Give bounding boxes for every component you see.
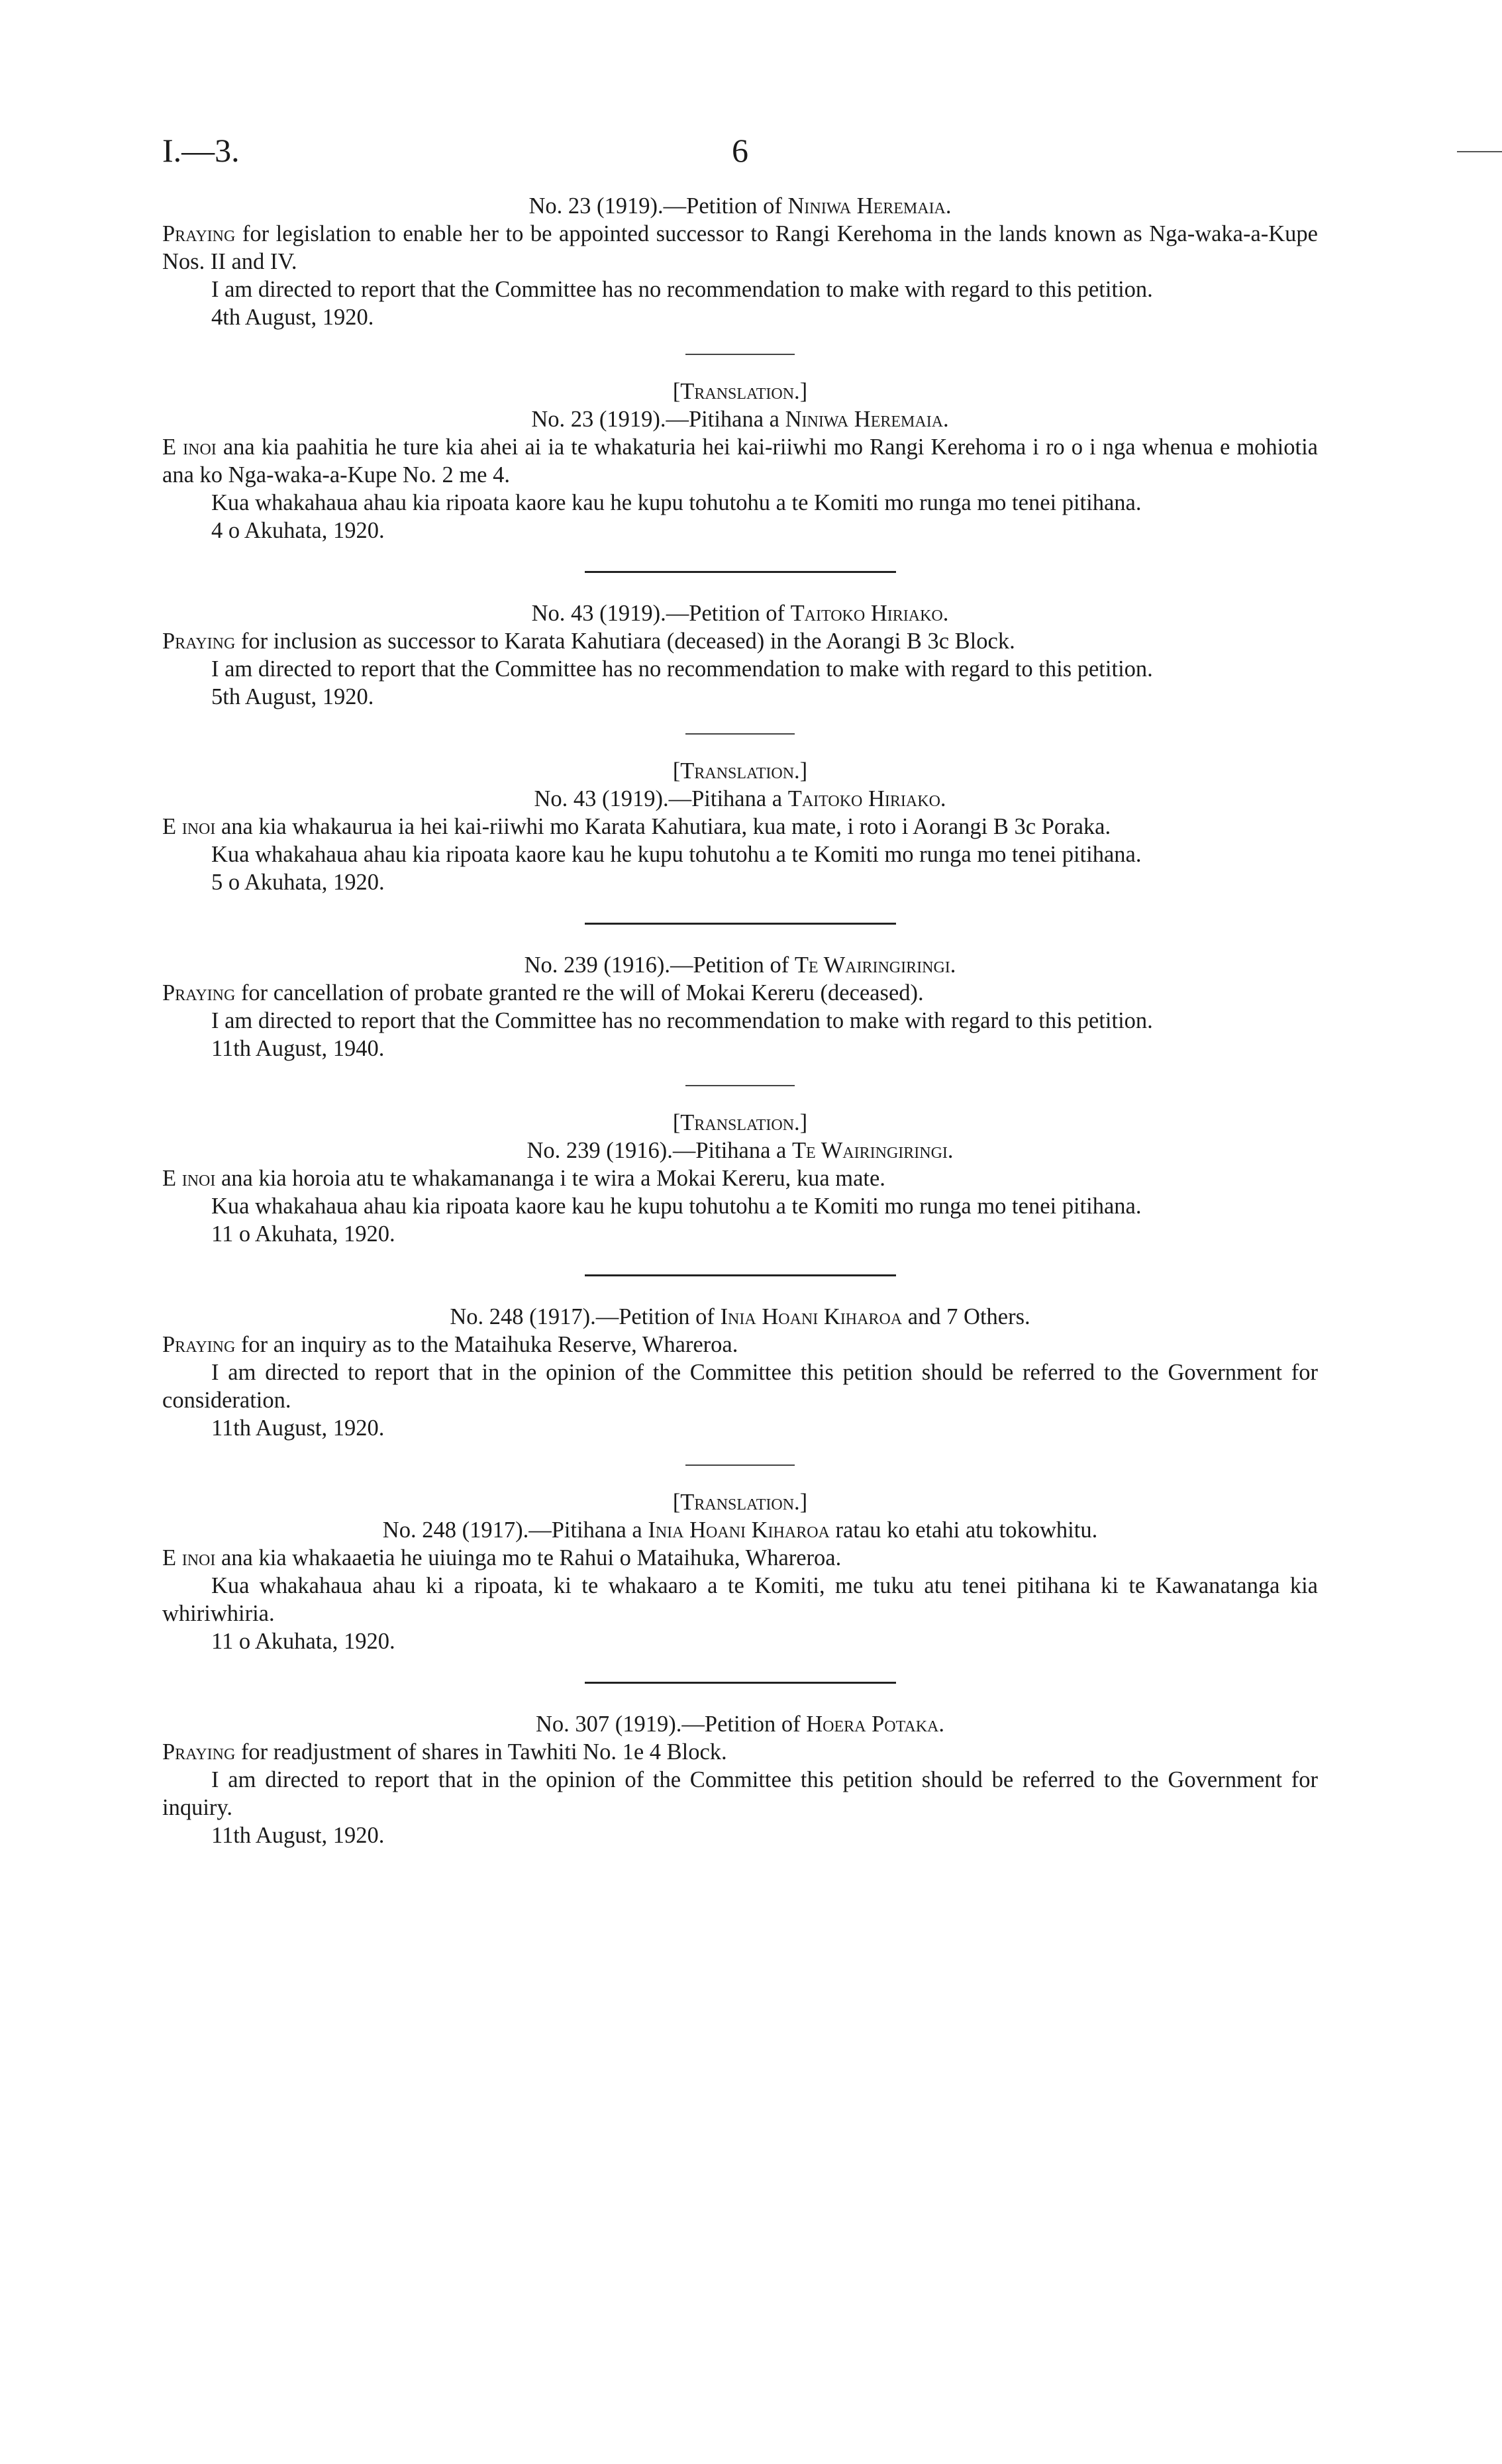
petitioner-name: Taitoko Hiriako <box>787 786 940 811</box>
heading-prefix: No. 23 (1919).—Petition of <box>528 193 788 219</box>
translation-report: Kua whakahaua ahau kia ripoata kaore kau he kupu tohutohu a te Komiti mo runga mo tenei pitihana. <box>211 1194 1142 1219</box>
short-separator <box>685 733 795 735</box>
report-date: 5th August, 1920. <box>211 684 374 709</box>
petition-heading <box>162 599 1318 627</box>
praying-paragraph <box>162 979 1318 1007</box>
praying-text: for legislation to enable her to be appointed successor to Rangi Kerehoma in the lands known as Nga-waka-a-Kupe Nos. II and IV. <box>162 221 1318 274</box>
praying-lead: Praying <box>162 629 236 654</box>
heading-suffix: . <box>942 601 949 626</box>
inoi-paragraph <box>162 813 1318 841</box>
translation-heading <box>162 405 1318 433</box>
translation-report: Kua whakahaua ahau kia ripoata kaore kau he kupu tohutohu a te Komiti mo runga mo tenei pitihana. <box>211 842 1142 867</box>
translation-date: 11 o Akuhata, 1920. <box>211 1629 395 1654</box>
report-date: 4th August, 1920. <box>211 305 374 330</box>
inoi-lead: E inoi <box>162 1545 216 1570</box>
translation-report: Kua whakahaua ahau kia ripoata kaore kau he kupu tohutohu a te Komiti mo runga mo tenei pitihana. <box>211 490 1142 515</box>
heading-prefix: No. 239 (1916).—Pitihana a <box>526 1138 792 1163</box>
petition-heading <box>162 192 1318 220</box>
inoi-text: ana kia paahitia he ture kia ahei ai ia te whakaturia hei kai-riiwhi mo Rangi Kerehoma i ro o i nga whenua e mohiotia ana ko Nga-waka-a-Kupe No. 2 me 4. <box>162 435 1318 488</box>
page-number: 6 <box>732 132 748 169</box>
translation-label: [Translation.] <box>672 758 808 784</box>
heading-prefix: No. 239 (1916).—Petition of <box>524 952 795 978</box>
petitioner-name: Hoera Potaka <box>806 1712 939 1737</box>
heading-suffix: . <box>947 1138 954 1163</box>
heading-prefix: No. 43 (1919).—Pitihana a <box>534 786 788 811</box>
praying-paragraph <box>162 627 1318 655</box>
section-separator <box>585 923 896 925</box>
translation-date: 4 o Akuhata, 1920. <box>211 518 385 543</box>
praying-lead: Praying <box>162 980 236 1005</box>
heading-suffix: . <box>943 407 949 432</box>
section-separator <box>585 571 896 573</box>
praying-paragraph <box>162 220 1318 276</box>
parliamentary-paper-reference: I.—3. <box>162 132 240 169</box>
heading-suffix: . <box>940 786 946 811</box>
petition-heading <box>162 1303 1318 1331</box>
heading-prefix: No. 248 (1917).—Petition of <box>450 1304 721 1329</box>
heading-suffix: . <box>945 193 952 219</box>
petition-307-1919 <box>162 1710 1318 1849</box>
report-paragraph: I am directed to report that in the opinion of the Committee this petition should be referred to the Government for consideration. <box>162 1360 1318 1413</box>
heading-suffix: . <box>950 952 956 978</box>
translation-label: [Translation.] <box>672 1110 808 1135</box>
praying-text: for an inquiry as to the Mataihuka Reserve, Whareroa. <box>235 1332 738 1357</box>
inoi-text: ana kia whakaaetia he uiuinga mo te Rahui o Mataihuka, Whareroa. <box>215 1545 842 1570</box>
translation-report: Kua whakahaua ahau ki a ripoata, ki te whakaaro a te Komiti, me tuku atu tenei pitihana ki te Kawanatanga kia whiriwhiria. <box>162 1573 1318 1626</box>
petitioner-name: Te Wairingiringi <box>791 1138 948 1163</box>
praying-paragraph <box>162 1331 1318 1359</box>
section-separator <box>585 1274 896 1276</box>
translation-label: [Translation.] <box>672 379 808 404</box>
inoi-lead: E inoi <box>162 1166 216 1191</box>
petitioner-name: Inia Hoani Kiharoa <box>648 1517 830 1543</box>
report-date: 11th August, 1920. <box>211 1823 385 1848</box>
inoi-paragraph <box>162 433 1318 489</box>
praying-lead: Praying <box>162 221 236 246</box>
translation-date: 11 o Akuhata, 1920. <box>211 1221 395 1247</box>
heading-suffix: . <box>938 1712 944 1737</box>
inoi-lead: E inoi <box>162 814 216 839</box>
praying-lead: Praying <box>162 1332 236 1357</box>
petition-heading <box>162 1710 1318 1738</box>
praying-paragraph <box>162 1738 1318 1766</box>
translation-heading <box>162 1516 1318 1544</box>
heading-prefix: No. 307 (1919).—Petition of <box>536 1712 807 1737</box>
petitioner-name: Taitoko Hiriako <box>790 601 943 626</box>
translation-label: [Translation.] <box>672 1490 808 1515</box>
page-header <box>162 131 1318 178</box>
report-date: 11th August, 1940. <box>211 1036 385 1061</box>
petitioner-name: Te Wairingiringi <box>794 952 950 978</box>
heading-suffix: ratau ko etahi atu tokowhitu. <box>829 1517 1098 1543</box>
translation-heading <box>162 785 1318 813</box>
report-paragraph: I am directed to report that the Committee has no recommendation to make with regard to this petition. <box>211 1008 1153 1033</box>
inoi-lead: E inoi <box>162 435 217 460</box>
report-paragraph: I am directed to report that the Committee has no recommendation to make with regard to this petition. <box>211 277 1153 302</box>
petitioner-name: Niniwa Heremaia <box>787 193 946 219</box>
petitioner-name: Inia Hoani Kiharoa <box>720 1304 903 1329</box>
translation-date: 5 o Akuhata, 1920. <box>211 870 385 895</box>
praying-text: for readjustment of shares in Tawhiti No. 1e 4 Block. <box>235 1739 727 1765</box>
heading-prefix: No. 23 (1919).—Pitihana a <box>531 407 785 432</box>
report-paragraph: I am directed to report that the Committee has no recommendation to make with regard to this petition. <box>211 656 1153 682</box>
short-separator <box>685 354 795 355</box>
header-rule <box>1457 151 1502 152</box>
inoi-text: ana kia whakaurua ia hei kai-riiwhi mo Karata Kahutiara, kua mate, i roto i Aorangi B 3c Poraka. <box>215 814 1111 839</box>
document-body <box>162 192 1318 1849</box>
report-paragraph: I am directed to report that in the opinion of the Committee this petition should be referred to the Government for inquiry. <box>162 1767 1318 1820</box>
petitioner-name: Niniwa Heremaia <box>785 407 944 432</box>
heading-prefix: No. 248 (1917).—Pitihana a <box>382 1517 648 1543</box>
petition-248-1917 <box>162 1303 1318 1655</box>
praying-lead: Praying <box>162 1739 236 1765</box>
inoi-text: ana kia horoia atu te whakamananga i te wira a Mokai Kereru, kua mate. <box>215 1166 885 1191</box>
heading-suffix: and 7 Others. <box>902 1304 1030 1329</box>
heading-prefix: No. 43 (1919).—Petition of <box>531 601 791 626</box>
report-date: 11th August, 1920. <box>211 1415 385 1441</box>
petition-239-1916 <box>162 951 1318 1248</box>
inoi-paragraph <box>162 1164 1318 1192</box>
translation-heading <box>162 1137 1318 1164</box>
petition-43-1919 <box>162 599 1318 896</box>
short-separator <box>685 1085 795 1086</box>
praying-text: for inclusion as successor to Karata Kahutiara (deceased) in the Aorangi B 3c Block. <box>235 629 1015 654</box>
petition-heading <box>162 951 1318 979</box>
short-separator <box>685 1464 795 1466</box>
section-separator <box>585 1682 896 1684</box>
petition-23-1919 <box>162 192 1318 544</box>
inoi-paragraph <box>162 1544 1318 1572</box>
praying-text: for cancellation of probate granted re the will of Mokai Kereru (deceased). <box>235 980 924 1005</box>
